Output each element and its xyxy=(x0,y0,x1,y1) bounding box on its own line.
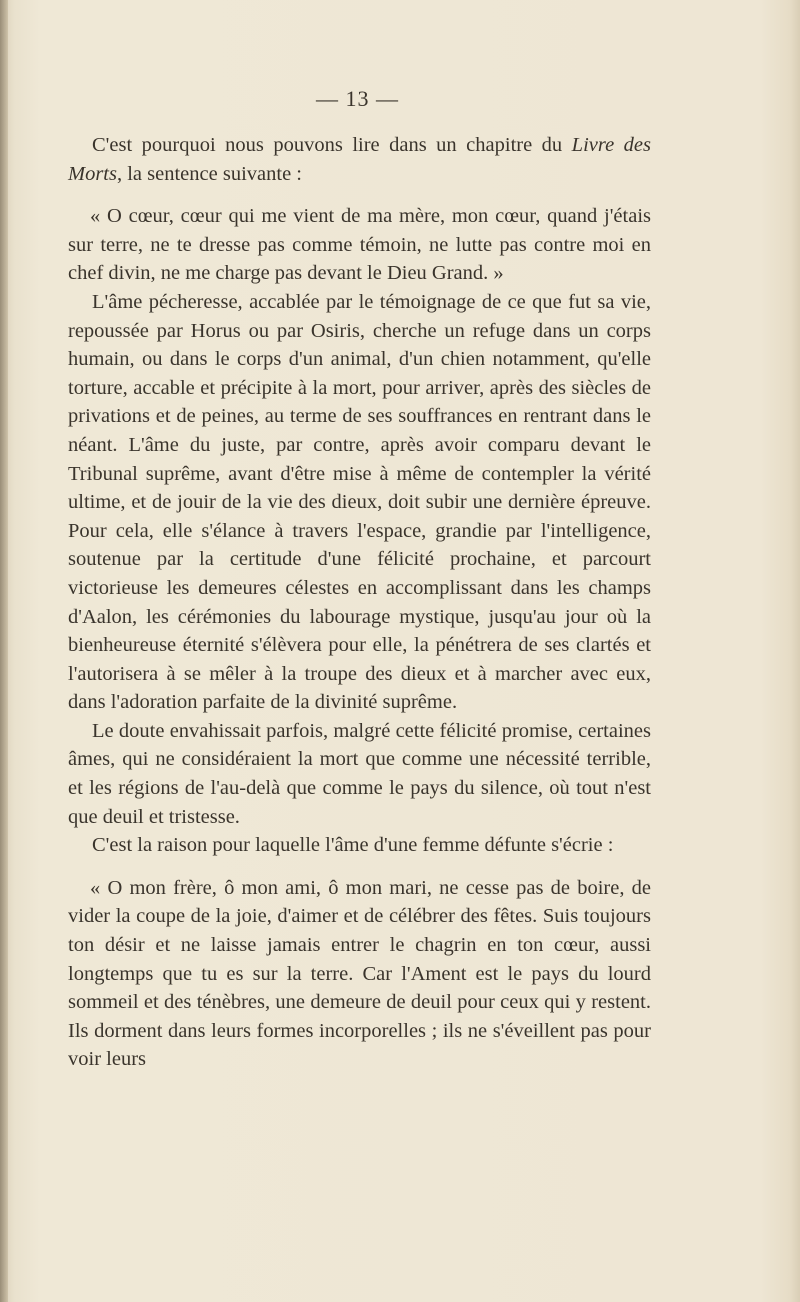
quotation-heart: « O cœur, cœur qui me vient de ma mère, mon cœur, quand j'étais sur terre, ne te dresse pas comme témoin, ne lutte pas contre moi en chef divin, ne me charge pas devant le Dieu Grand. » xyxy=(68,205,651,285)
page-gutter xyxy=(0,0,8,1302)
book-title-italic: Livre des Morts xyxy=(68,134,651,185)
paragraph-1-text-a: C'est pourquoi nous pouvons lire dans un chapitre du xyxy=(92,134,572,156)
quotation-brother: « O mon frère, ô mon ami, ô mon mari, ne cesse pas de boire, de vider la coupe de la joie, d'aimer et de célébrer des fêtes. Suis toujours ton désir et ne laisse jamais entrer le chagrin en ton cœur, aussi longtemps que tu es sur la terre. Car l'Ament est le pays du lourd sommeil et des ténèbres, une demeure de deuil pour ceux qui y restent. Ils dorment dans leurs formes incorporelles ; ils ne s'éveillent pas pour voir leurs xyxy=(68,876,651,1071)
paragraph-1-text-b: , la sentence suivante : xyxy=(116,162,302,185)
page-number: — 13 — xyxy=(316,86,399,111)
body-text xyxy=(68,131,651,1074)
paragraph-reason: C'est la raison pour laquelle l'âme d'une femme défunte s'écrie : xyxy=(92,834,614,857)
paragraph-1 xyxy=(68,131,651,188)
paragraph-doubt: Le doute envahissait parfois, malgré cette félicité promise, certaines âmes, qui ne considéraient la mort que comme une nécessité terrible, et les régions de l'au-delà que comme le pays du silence, où tout n'est que deuil et tristesse. xyxy=(68,719,651,828)
paragraph-soul: L'âme pécheresse, accablée par le témoignage de ce que fut sa vie, repoussée par Horus ou par Osiris, cherche un refuge dans un corps humain, ou dans le corps d'un animal, d'un chien notamment, qu'elle torture, accable et précipite à la mort, pour arriver, après des siècles de privations et de peines, au terme de ses souffrances en rentrant dans le néant. L'âme du juste, par contre, après avoir comparu devant le Tribunal suprême, avant d'être mise à même de contempler la vérité ultime, et de jouir de la vie des dieux, doit subir une dernière épreuve. Pour cela, elle s'élance à travers l'espace, grandie par l'intelligence, soutenue par la certitude d'une félicité prochaine, et parcourt victorieuse les demeures célestes en accomplissant dans les champs d'Aalon, les cérémonies du labourage mystique, jusqu'au jour où la bienheureuse éternité s'élèvera pour elle, la pénétrera de ses clartés et l'autorisera à se mêler à la troupe des dieux et à marcher avec eux, dans l'adoration parfaite de la divinité suprême. xyxy=(68,290,651,714)
